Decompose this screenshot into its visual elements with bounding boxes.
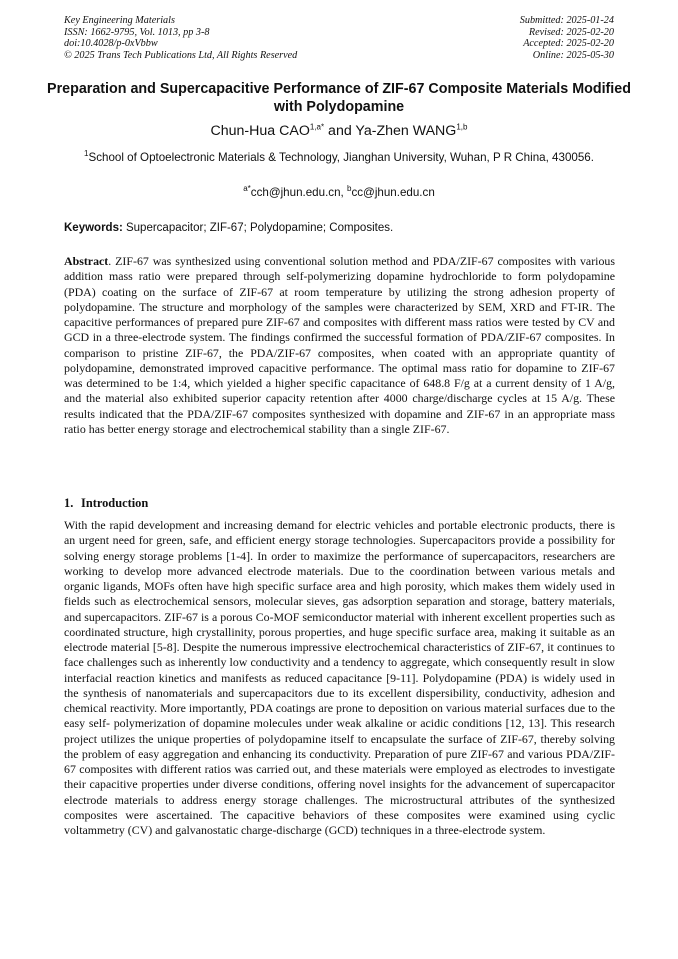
affiliation-marker: 1 (84, 149, 89, 159)
affiliation-text: School of Optoelectronic Materials & Technology, Jianghan University, Wuhan, P R China, 430056. (88, 151, 594, 164)
author-emails (40, 185, 638, 200)
paper-title: Preparation and Supercapacitive Performance of ZIF-67 Composite Materials Modified with Polydopamine (47, 81, 631, 115)
journal-issn: ISSN: 1662-9795, Vol. 1013, pp 3-8 (64, 26, 210, 38)
keywords-label: Keywords: (64, 222, 123, 234)
abstract-label: Abstract (64, 254, 109, 268)
journal-copyright: © 2025 Trans Tech Publications Ltd, All Rights Reserved (64, 49, 298, 61)
introduction-paragraph: With the rapid development and increasing demand for electric vehicles and portable electronic products, there is an urgent need for green, safe, and efficient energy storage technologies. Supercapacitors provide a possibility for solving energy storage problems [1-4]. In order to maximize the performance of supercapacitors, researchers are working to develop more advanced electrode materials. Due to the coordination between various metals and organic ligands, MOFs often have high specific surface area and high porosity, which makes them widely used in fields such as electrochemical sensors, molecular sieves, gas adsorption separation and storage, battery materials, and supercapacitors. ZIF-67 is a porous Co-MOF semiconductor material with inherent excellent properties such as coordinated structure, high crystallinity, porous properties, and huge specific surface area, making it suitable as an electrode material [5-8]. Despite the numerous impressive electrochemical characteristics of ZIF-67, it continues to face challenges such as inherently low conductivity and a tendency to aggregate, which consequently result in slow interfacial reaction kinetics and manifests as reduced capacitance [9-11]. Polydopamine (PDA) is widely used in the synthesis of nanomaterials and supercapacitors due to its excellent dispersibility, conductivity, adhesion and chemical reactivity. More importantly, PDA coatings are prone to deposition on various material surfaces due to the easy self- polymerization of dopamine molecules under weak alkaline or acidic conditions [12, 13]. This research project utilizes the unique properties of polydopamine itself to encapsulate the surface of ZIF-67, thereby solving the problem of easy aggregation and enhancing its conductivity. Preparation of pure ZIF-67 and various PDA/ZIF-67 composites with different ratios was carried out, and these materials were employed as electrodes to investigate their capacitive properties under diverse conditions, offering novel insights for the advancement of supercapacitor electrode materials to address energy storage challenges. The microstructural attributes of the synthesized composites were ascertained. The capacitive behaviors of these composites were examined using cyclic voltammetry (CV) and galvanostatic charge-discharge (GCD) techniques in a three-electrode system. (64, 518, 615, 837)
author-2-affiliation: 1,b (456, 122, 468, 132)
journal-doi[interactable]: doi:10.4028/p-0xVbbw (64, 38, 158, 50)
authors-conjunction: and (324, 123, 356, 139)
email-1-marker: a* (243, 184, 251, 194)
email-2-marker: b (347, 184, 352, 194)
author-line (40, 122, 638, 140)
email-2[interactable]: cc@jhun.edu.cn (351, 186, 435, 199)
section-number: 1. (64, 496, 74, 510)
keywords-text: Supercapacitor; ZIF-67; Polydopamine; Composites. (122, 222, 394, 234)
affiliation (70, 150, 608, 166)
section-title: Introduction (81, 496, 149, 510)
publication-dates (520, 15, 614, 61)
journal-info (64, 15, 297, 61)
submitted-date: Submitted: 2025-01-24 (519, 15, 614, 26)
author-1: Chun-Hua CAO (210, 123, 310, 139)
keywords (64, 221, 616, 236)
email-1[interactable]: cch@jhun.edu.cn, (250, 186, 347, 199)
abstract (64, 254, 615, 437)
author-2: Ya-Zhen WANG (355, 123, 457, 139)
accepted-date: Accepted: 2025-02-20 (523, 38, 614, 50)
abstract-text: . ZIF-67 was synthesized using conventional solution method and PDA/ZIF-67 composites with various addition mass ratio were prepared through self-polymerizing dopamine hydrochloride to form polydopamine (PDA) coating on the surface of ZIF-67 at room temperature by utilizing the strong adhesion property of polydopamine. The structure and morphology of the samples were characterized by SEM, XRD and FT-IR. The capacitive performances of prepared pure ZIF-67 and composites with different mass ratios were tested by CV and GCD in a three-electrode system. The findings confirmed the successful formation of PDA/ZIF-67 composites. In comparison to pristine ZIF-67, the PDA/ZIF-67 composites, when coated with an appropriate quantity of polydopamine, demonstrated improved capacitive performance. The optimal mass ratio for dopamine to ZIF-67 was determined to be 1:4, which yielded a higher specific capacitance of 648.8 F/g at a current density of 1 A/g, and the material also exhibited superior capacity retention after 4000 charge/discharge cycles at 15 A/g. These results indicated that the PDA/ZIF-67 composites synthesized with dopamine and ZIF-67 in an appropriate mass ratio has better energy storage and electrochemical stability than a single ZIF-67. (64, 254, 615, 436)
author-1-affiliation: 1,a* (309, 122, 325, 132)
journal-name: Key Engineering Materials (64, 15, 175, 26)
online-date: Online: 2025-05-30 (532, 49, 614, 61)
revised-date: Revised: 2025-02-20 (528, 26, 614, 38)
section-heading-introduction (64, 496, 148, 511)
